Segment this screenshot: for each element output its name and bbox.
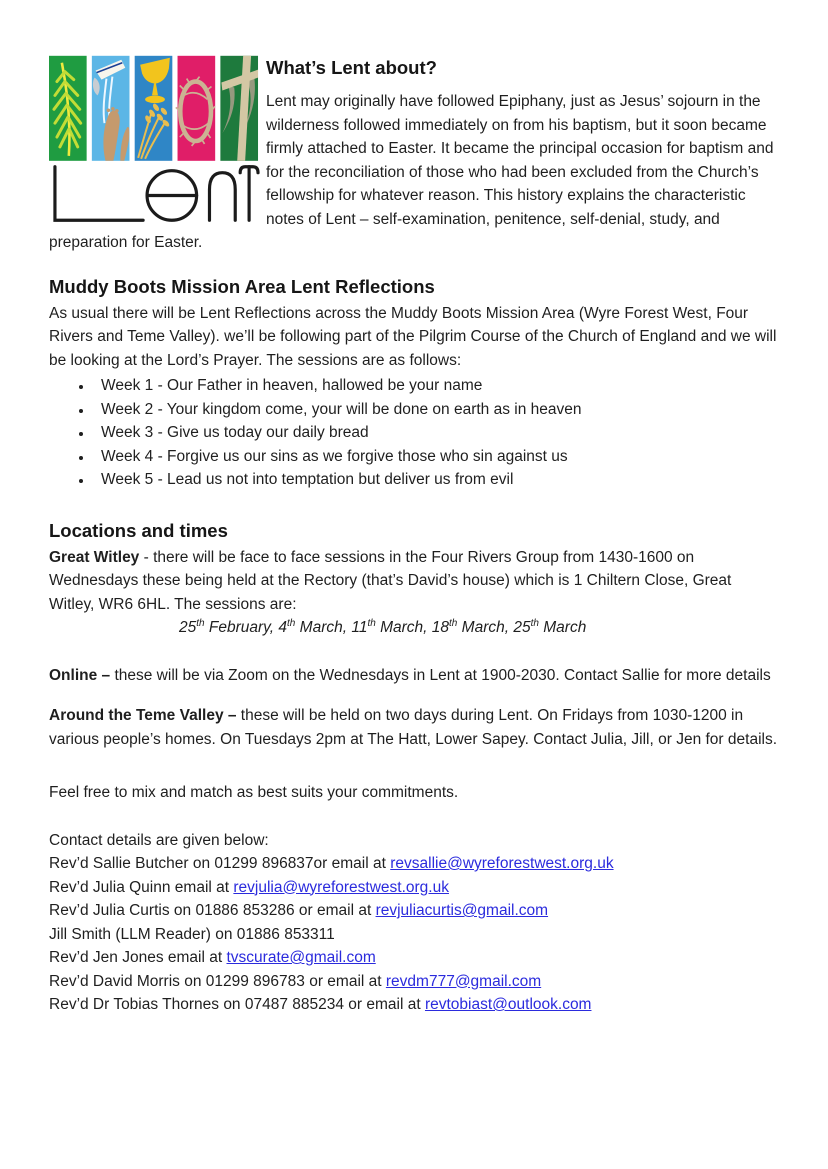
week-item: • Week 3 - Give us today our daily bread bbox=[93, 421, 780, 445]
mix-and-match-note: Feel free to mix and match as best suits your commitments. bbox=[49, 784, 459, 801]
baptism-foot-washing-icon bbox=[92, 56, 130, 161]
weeks-list bbox=[49, 374, 780, 492]
section-title-reflections: Muddy Boots Mission Area Lent Reflections bbox=[49, 275, 435, 297]
contact-text: Rev’d Julia Quinn email at bbox=[49, 878, 234, 896]
email-link[interactable]: revsallie@wyreforestwest.org.uk bbox=[390, 855, 614, 872]
contact-text: Rev’d Dr Tobias Thornes on 07487 885234 or email at bbox=[49, 996, 425, 1013]
crown-of-thorns-icon bbox=[176, 56, 215, 161]
teme-valley-paragraph bbox=[49, 704, 780, 751]
email-link[interactable]: revdm777@gmail.com bbox=[385, 972, 542, 990]
week-item: • Week 5 - Lead us not into temptation but deliver us from evil bbox=[93, 468, 780, 492]
email-link[interactable]: revjulia@wyreforestwest.org.uk bbox=[233, 878, 449, 896]
section-title-locations: Locations and times bbox=[49, 519, 228, 541]
cross-with-shroud-icon bbox=[220, 56, 258, 161]
contact-row bbox=[49, 876, 780, 900]
teme-valley-text: these will be held on two days during Lent. On Fridays from 1030-1200 in various people’s homes. On Tuesdays 2pm at The Hatt, Lower Sapey. Contact Julia, Jill, or Jen for details. bbox=[49, 707, 778, 748]
email-link[interactable]: revjuliacurtis@gmail.com bbox=[375, 902, 549, 919]
contacts-block bbox=[49, 829, 780, 1017]
week-item: • Week 4 - Forgive us our sins as we forgive those who sin against us bbox=[93, 445, 780, 469]
lent-wordmark bbox=[55, 167, 258, 220]
great-witley-lead: Great Witley bbox=[49, 548, 140, 566]
session-date: 4th March, bbox=[278, 617, 352, 636]
contact-text: Rev’d Julia Curtis on 01886 853286 or email at bbox=[49, 902, 376, 919]
reflections-paragraph: As usual there will be Lent Reflections across the Muddy Boots Mission Area (Wyre Forest West, Four Rivers and Teme Valley). we’ll be following part of the Pilgrim Course of the Church of England and we will be looking at the Lord’s Prayer. The sessions are as follows: bbox=[49, 304, 777, 369]
email-link[interactable]: tvscurate@gmail.com bbox=[226, 949, 376, 966]
session-date: 25th March bbox=[513, 617, 587, 636]
online-paragraph bbox=[49, 664, 780, 688]
teme-valley-lead: Around the Teme Valley – bbox=[49, 707, 237, 724]
session-date: 18th March, bbox=[431, 617, 514, 636]
chalice-and-wheat-icon bbox=[135, 56, 173, 161]
great-witley-paragraph bbox=[49, 546, 780, 617]
email-link[interactable]: revtobiast@outlook.com bbox=[424, 996, 592, 1013]
contact-row bbox=[49, 946, 780, 970]
contact-text: Rev’d Sallie Butcher on 01299 896837or email at bbox=[49, 855, 391, 872]
week-item: • Week 1 - Our Father in heaven, hallowed be your name bbox=[93, 374, 780, 398]
contact-row bbox=[49, 970, 780, 994]
contact-row bbox=[49, 852, 780, 876]
contact-row bbox=[49, 923, 780, 947]
contact-row bbox=[49, 899, 780, 923]
section-title-whats-lent-about: What’s Lent about? bbox=[266, 57, 437, 78]
contact-text: Jill Smith (LLM Reader) on 01886 853311 bbox=[49, 925, 335, 943]
online-text: these will be via Zoom on the Wednesdays in Lent at 1900-2030. Contact Sallie for more details bbox=[110, 666, 771, 684]
week-item: • Week 2 - Your kingdom come, your will be done on earth as in heaven bbox=[93, 398, 780, 422]
session-dates-line bbox=[179, 616, 780, 640]
online-lead: Online – bbox=[49, 666, 111, 684]
palm-branch-icon bbox=[49, 56, 87, 161]
contact-text: Rev’d Jen Jones email at bbox=[49, 949, 227, 966]
contact-row bbox=[49, 993, 780, 1017]
about-paragraph: Lent may originally have followed Epiphany, just as Jesus’ sojourn in the wilderness followed immediately on from his baptism, but it soon became firmly attached to Easter. It became the principal occasion for baptism and for the reconciliation of those who had been excluded from the Church’s fellowship for whatever reason. This history explains the characteristic notes of Lent – self-examination, penitence, self-denial, study, and preparation for Easter. bbox=[49, 93, 774, 251]
great-witley-text: - there will be face to face sessions in the Four Rivers Group from 1430-1600 on Wednesdays these being held at the Rectory (that’s David’s house) which is 1 Chiltern Close, Great Witley, WR6 6HL. The sessions are: bbox=[49, 548, 732, 613]
session-date: 25th February, bbox=[179, 617, 279, 636]
lent-logo bbox=[49, 55, 260, 227]
session-date: 11th March, bbox=[351, 617, 432, 636]
contacts-intro: Contact details are given below: bbox=[49, 831, 269, 849]
contact-text: Rev’d David Morris on 01299 896783 or email at bbox=[49, 972, 386, 990]
